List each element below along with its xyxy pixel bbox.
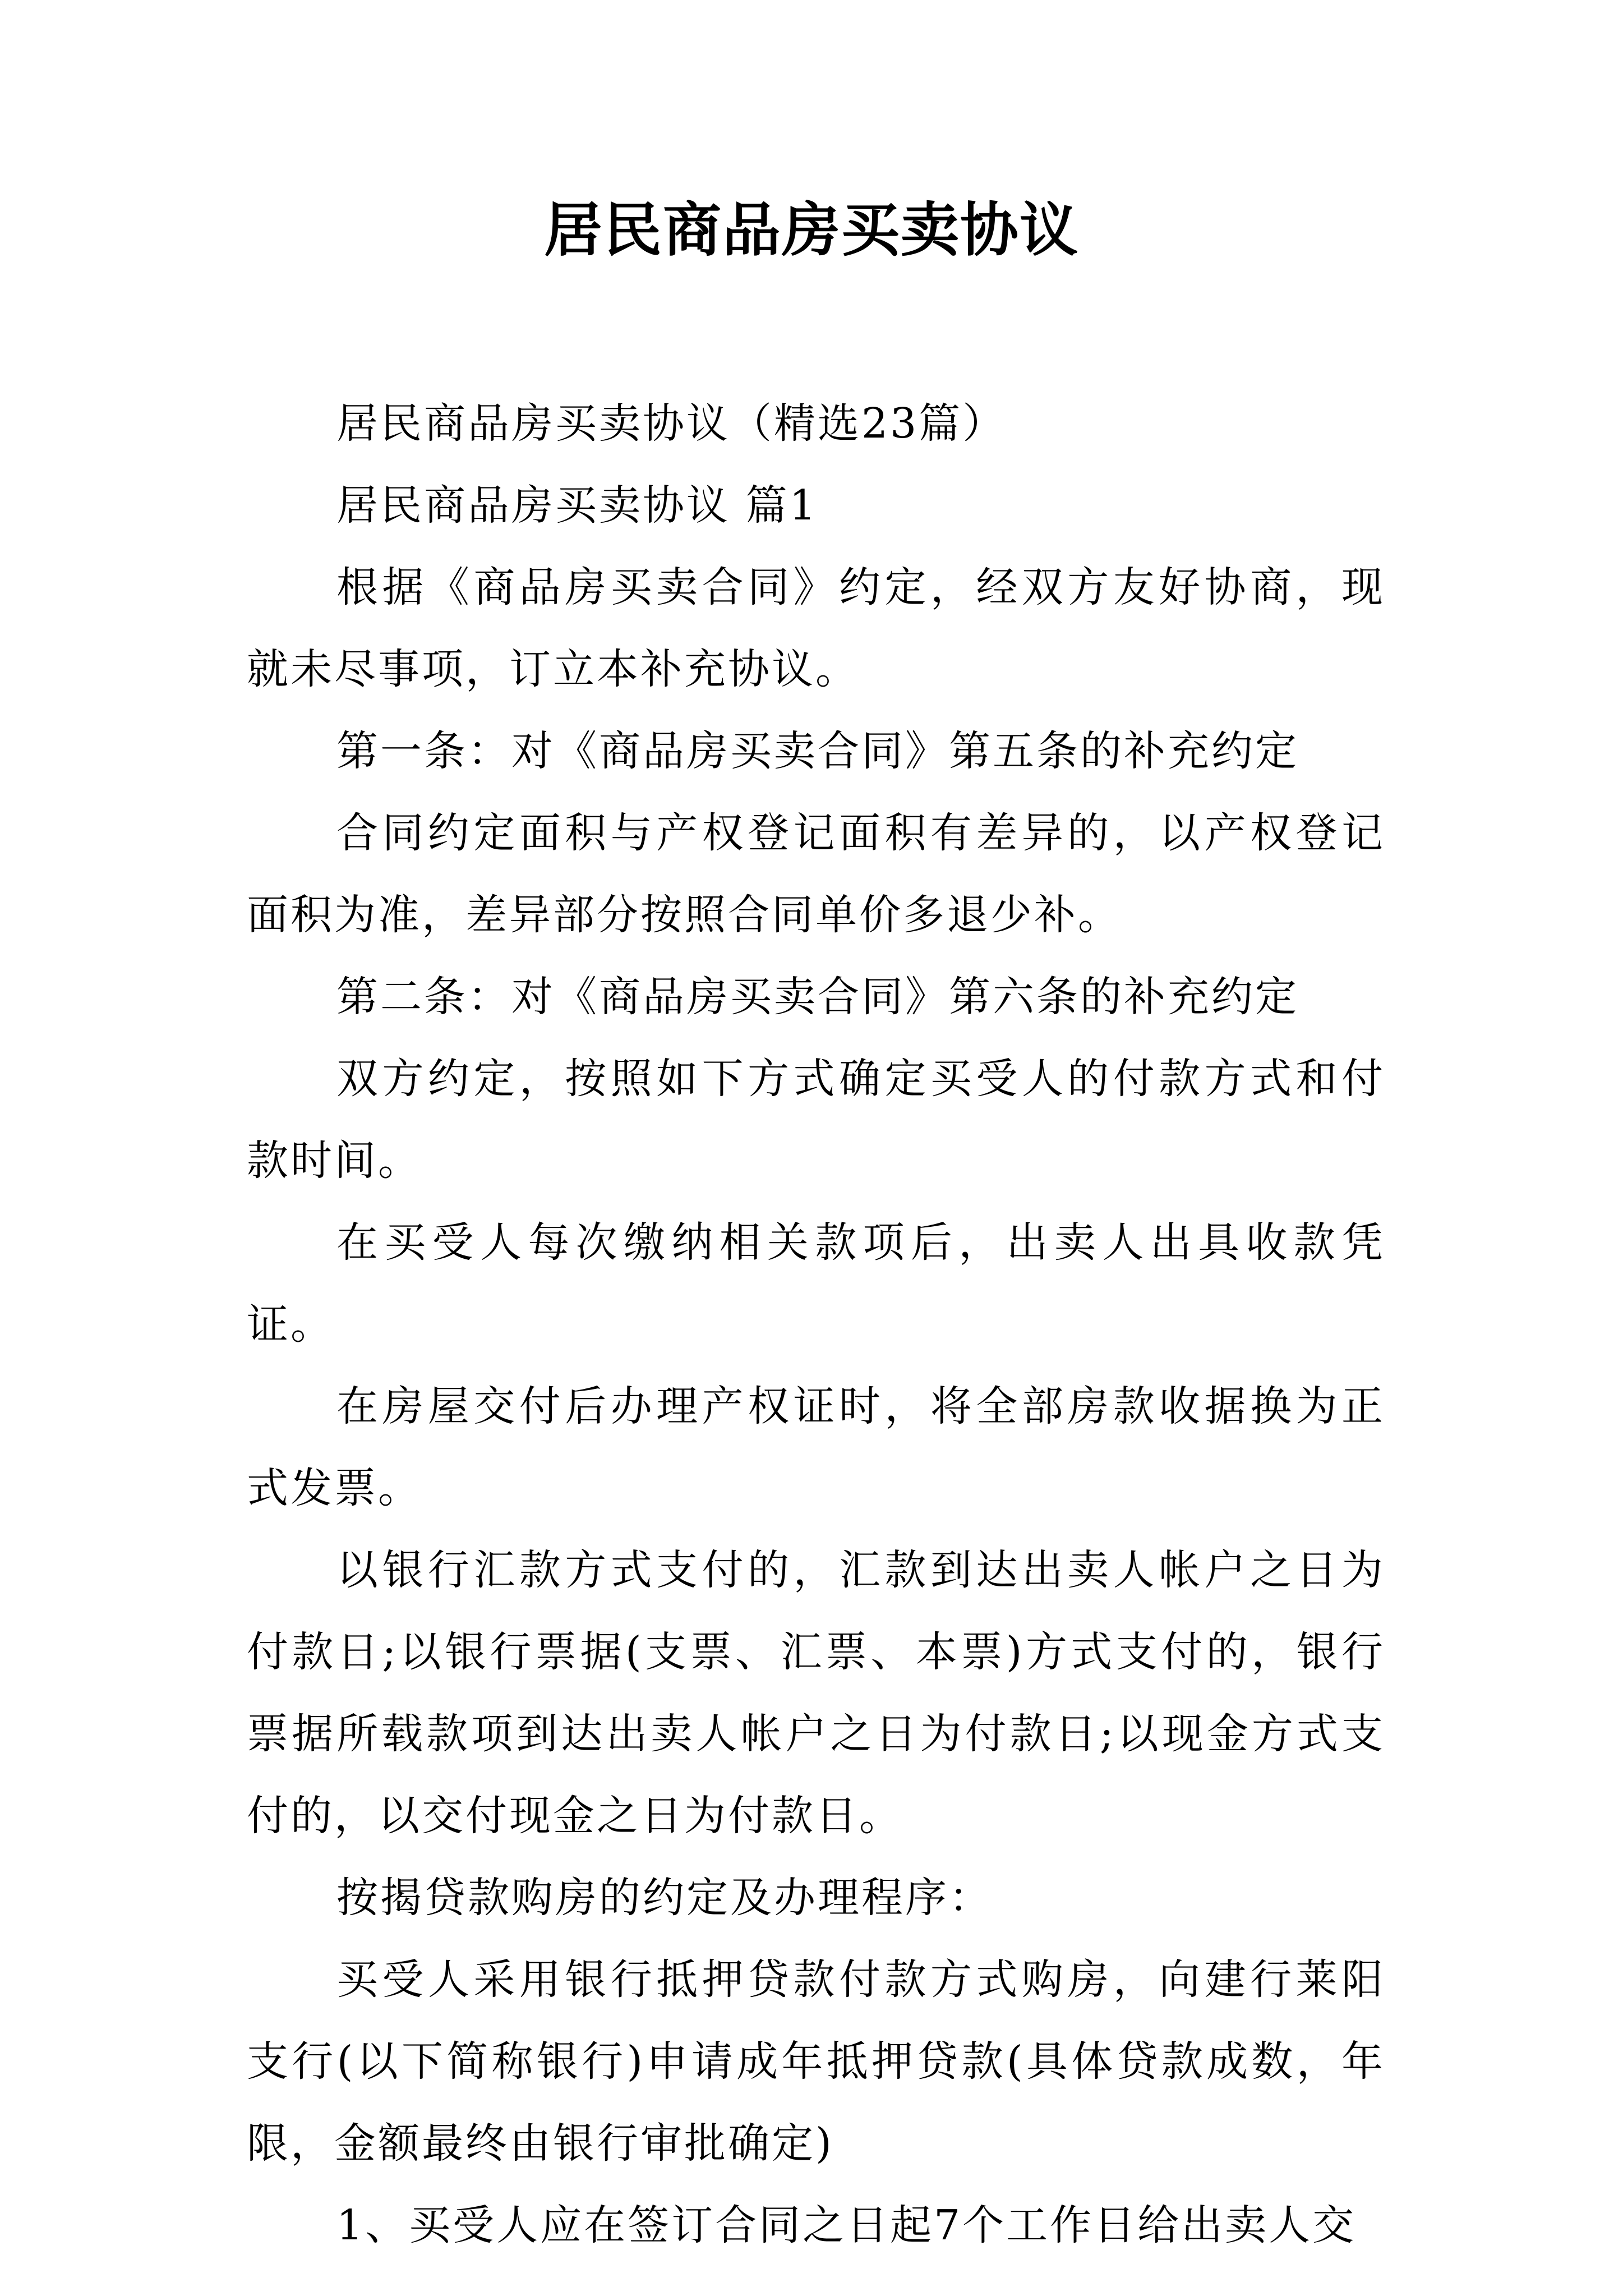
- paragraph: 买受人采用银行抵押贷款付款方式购房，向建行莱阳支行(以下简称银行)申请成年抵押贷款(具体贷款成数，年限，金额最终由银行审批确定): [247, 1955, 1385, 2168]
- paragraph: 在买受人每次缴纳相关款项后，出卖人出具收款凭证。: [247, 1218, 1385, 1349]
- paragraph: 按揭贷款购房的约定及办理程序：: [336, 1874, 993, 1922]
- paragraph: 根据《商品房买卖合同》约定，经双方友好协商，现就未尽事项，订立本补充协议。: [247, 563, 1385, 693]
- paragraph: 双方约定，按照如下方式确定买受人的付款方式和付款时间。: [247, 1055, 1385, 1185]
- paragraph: 1、买受人应在签订合同之日起7个工作日给出卖人交: [336, 2201, 1357, 2249]
- paragraph-subtitle: 居民商品房买卖协议（精选23篇）: [336, 399, 1007, 448]
- document-body: [247, 383, 1385, 2266]
- paragraph: 合同约定面积与产权登记面积有差异的，以产权登记面积为准，差异部分按照合同单价多退少补。: [247, 809, 1385, 939]
- document-title: 居民商品房买卖协议: [543, 195, 1079, 264]
- paragraph-article-2-heading: 第二条：对《商品房买卖合同》第六条的补充约定: [336, 973, 1299, 1021]
- paragraph-section-heading: 居民商品房买卖协议 篇1: [336, 481, 818, 530]
- paragraph: 以银行汇款方式支付的，汇款到达出卖人帐户之日为付款日;以银行票据(支票、汇票、本票)方式支付的，银行票据所载款项到达出卖人帐户之日为付款日;以现金方式支付的，以交付现金之日为付款日。: [247, 1546, 1385, 1840]
- paragraph: 在房屋交付后办理产权证时，将全部房款收据换为正式发票。: [247, 1382, 1385, 1512]
- paragraph-article-1-heading: 第一条：对《商品房买卖合同》第五条的补充约定: [336, 727, 1299, 775]
